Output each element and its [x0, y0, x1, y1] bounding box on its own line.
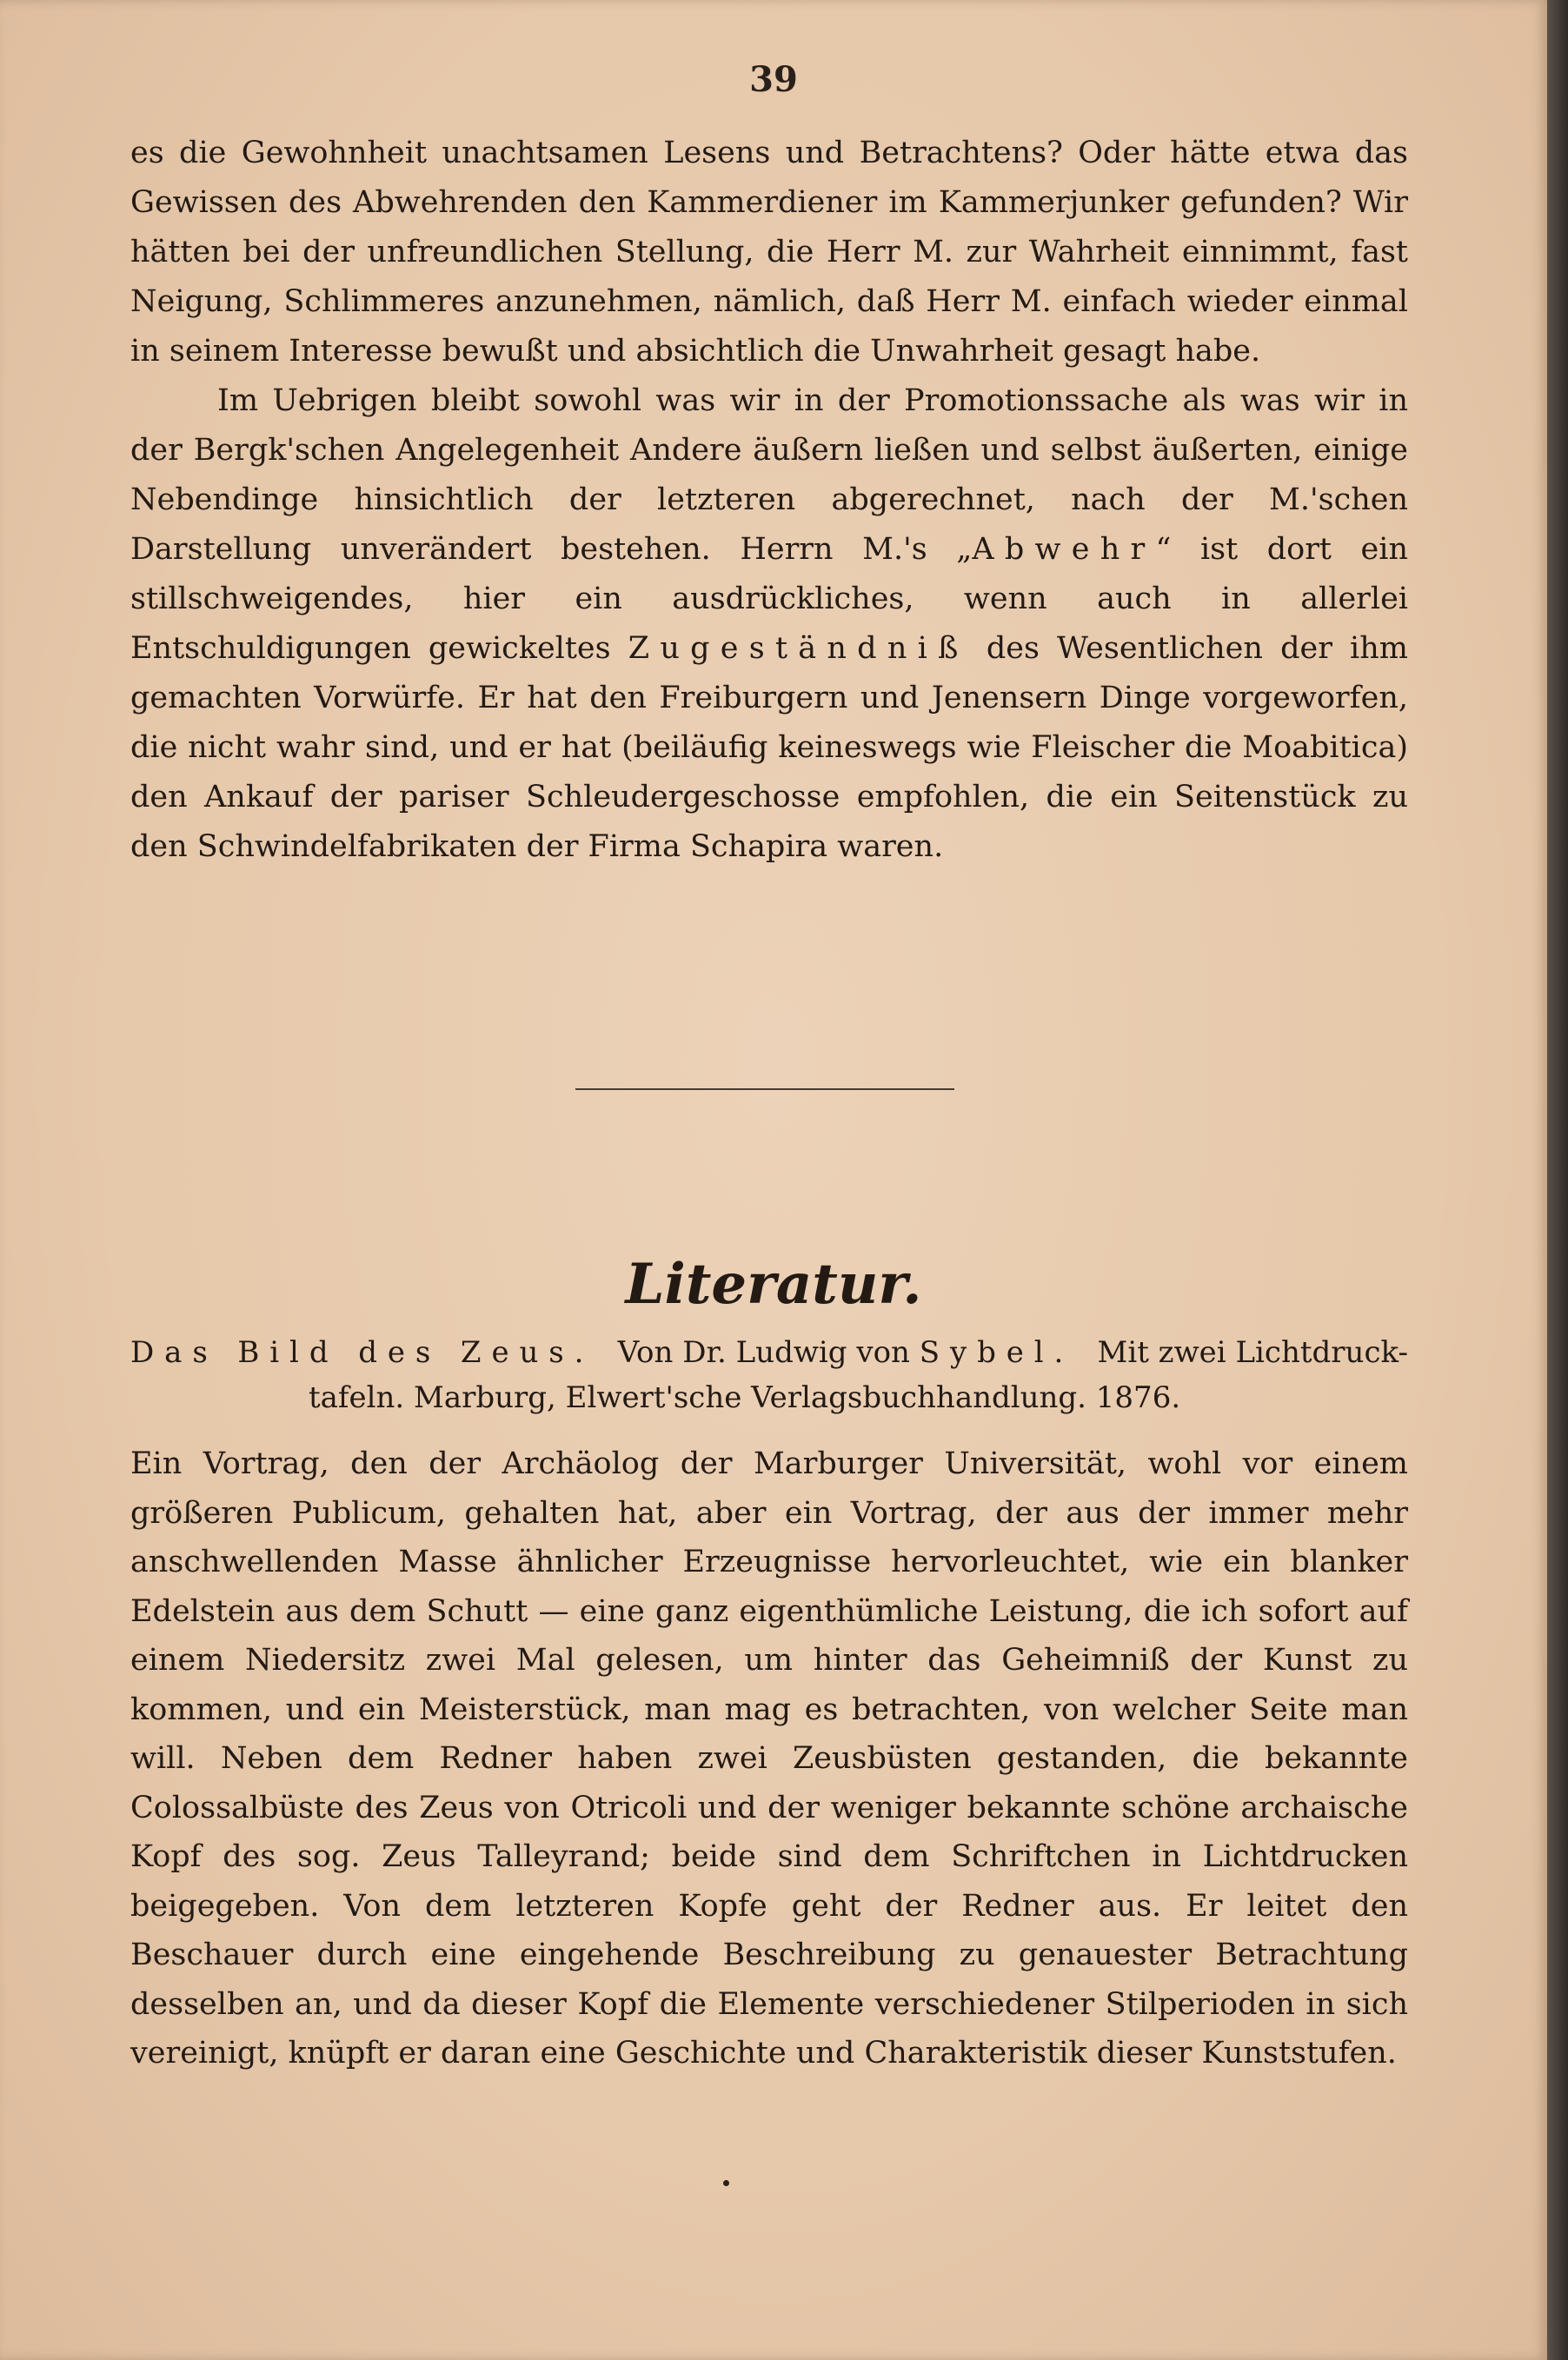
page-edge — [1547, 0, 1568, 2360]
page-mark-dot — [723, 2180, 729, 2186]
review-text-block — [130, 1439, 1408, 2078]
review-paragraph: Ein Vortrag, den der Archäolog der Marburger Universität, wohl vor einem größeren Publicum, gehalten hat, aber ein Vortrag, der aus der immer mehr anschwellenden Masse ähnlicher Erzeugnisse hervorleuchtet, wie ein blanker Edelstein aus dem Schutt — eine ganz eigenthümliche Leistung, die ich sofort auf einem Niedersitz zwei Mal gelesen, um hinter das Geheimniß der Kunst zu kommen, und ein Meisterstück, man mag es betrachten, von welcher Seite man will. Neben dem Redner haben zwei Zeusbüsten gestanden, die bekannte Colossalbüste des Zeus von Otricoli und der weniger bekannte schöne archaische Kopf des sog. Zeus Talleyrand; beide sind dem Schriftchen in Lichtdrucken beigegeben. Von dem letzteren Kopfe geht der Redner aus. Er leitet den Beschauer durch eine eingehende Beschreibung zu genauester Betrachtung desselben an, und da dieser Kopf die Elemente verschiedener Stilperioden in sich vereinigt, knüpft er daran eine Geschichte und Charakteristik dieser Kunststufen. — [130, 1446, 1408, 2071]
paragraph-1: es die Gewohnheit unachtsamen Lesens und Betrachtens? Oder hätte etwa das Gewissen des Abwehrenden den Kammerdiener im Kammerjunker gefunden? Wir hätten bei der unfreundlichen Stellung, die Herr M. zur Wahrheit einnimmt, fast Neigung, Schlimmeres anzunehmen, nämlich, daß Herr M. einfach wieder einmal in seinem Interesse bewußt und absichtlich die Unwahrheit gesagt habe. — [130, 136, 1408, 369]
paragraph-2-part3: des Wesentlichen der ihm gemachten Vorwürfe. Er hat den Freiburgern und Jenensern Dinge vorgeworfen, die nicht wahr sind, und er hat (beiläufig keineswegs wie Fleischer die Moabitica) den Ankauf der pariser Schleudergeschosse empfohlen, die ein Seitenstück zu den Schwindelfabrikaten der Firma Schapira waren. — [130, 631, 1408, 864]
paragraph-2 — [130, 376, 1408, 872]
bibliography-line-2: tafeln. Marburg, Elwert'sche Verlagsbuchhandlung. 1876. — [309, 1380, 1181, 1415]
bibliography-line-1 — [130, 1330, 1408, 1375]
book-author-name: Von Dr. Ludwig von — [617, 1335, 910, 1370]
paragraph-2-spaced-abwehr: Abwehr — [972, 532, 1156, 567]
book-title: Das Bild des Zeus. — [130, 1335, 595, 1370]
paragraph-2-part2: “ ist dort ein stillschweigendes, hier ein ausdrückliches, wenn auch in allerlei Entschuldigungen gewickeltes — [130, 532, 1408, 666]
book-note: Mit zwei Lichtdruck- — [1097, 1335, 1408, 1370]
paragraph-2-part1: Im Uebrigen bleibt sowohl was wir in der Promotionssache als was wir in der Bergk'schen Angelegenheit Andere äußern ließen und selbst äußerten, einige Nebendinge hinsichtlich der letzteren abgerechnet, nach der M.'schen Darstellung unverändert bestehen. Herrn M.'s „ — [130, 383, 1408, 567]
paragraph-2-spaced-zugestaendniss: Zugeständniß — [628, 631, 969, 666]
book-author — [618, 1330, 1074, 1375]
section-divider — [575, 1088, 954, 1090]
top-text-block — [130, 129, 1408, 872]
book-author-surname: Sybel. — [919, 1335, 1074, 1370]
section-title: Literatur. — [625, 1252, 922, 1317]
page-number: 39 — [749, 59, 798, 100]
bibliography-entry — [130, 1330, 1408, 1420]
